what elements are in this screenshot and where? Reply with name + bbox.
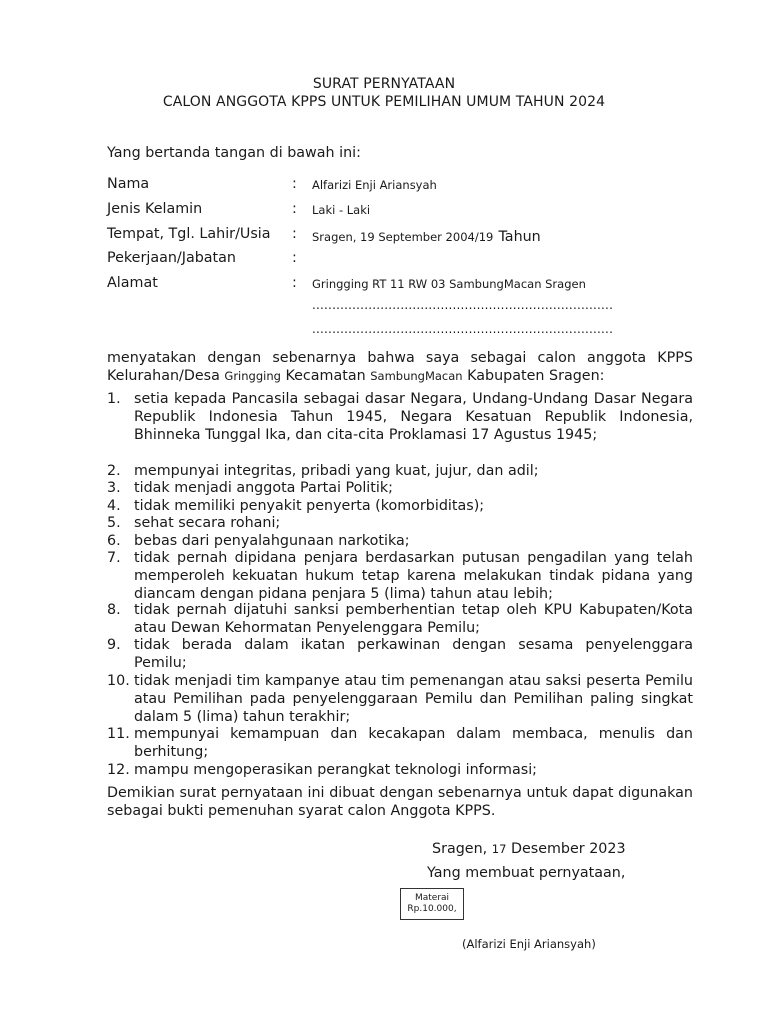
field-label-jenis-kelamin: Jenis Kelamin: [107, 201, 203, 217]
list-text: mempunyai integritas, pribadi yang kuat, jujur, dan adil;: [134, 463, 539, 479]
list-text: tidak menjadi tim kampanye atau tim pemenangan atau saksi peserta Pemilu atau Pemilihan pada penyelenggaraan Pemilu dan Pemilihan paling singkat dalam 5 (lima) tahun terakhir;: [134, 673, 693, 725]
list-text: tidak pernah dijatuhi sanksi pemberhentian tetap oleh KPU Kabupaten/Kota atau Dewan Kehormatan Penyelenggara Pemilu;: [134, 602, 693, 636]
materai-value: Rp.10.000,: [407, 904, 457, 914]
list-number: 10.: [107, 673, 130, 689]
field-colon: :: [292, 226, 297, 242]
list-number: 2.: [107, 463, 121, 479]
field-label-pekerjaan: Pekerjaan/Jabatan: [107, 250, 236, 266]
list-text: tidak menjadi anggota Partai Politik;: [134, 480, 393, 496]
dotted-line: ...........................................................................: [312, 322, 614, 336]
signature-date-rest: Desember 2023: [510, 841, 626, 857]
list-number: 9.: [107, 637, 121, 653]
list-number: 6.: [107, 533, 121, 549]
kecamatan-value: SambungMacan: [370, 369, 463, 383]
intro-text: Yang bertanda tangan di bawah ini:: [107, 145, 361, 161]
field-value-nama: Alfarizi Enji Ariansyah: [312, 178, 437, 192]
field-value-ttl-wrap: [312, 226, 541, 245]
document-title: SURAT PERNYATAAN: [312, 76, 456, 92]
list-number: 3.: [107, 480, 121, 496]
kecamatan-label: Kecamatan: [285, 368, 366, 384]
list-text: setia kepada Pancasila sebagai dasar Negara, Undang-Undang Dasar Negara Republik Indonesia Tahun 1945, Negara Kesatuan Republik Indonesia, Bhinneka Tunggal Ika, dan cita-cita Proklamasi 17 Agustus 1945;: [134, 391, 693, 443]
list-item: [107, 532, 693, 550]
kabupaten-text: Kabupaten Sragen:: [467, 368, 605, 384]
field-colon: :: [292, 201, 297, 217]
list-item: [107, 725, 693, 761]
materai-stamp-box: [400, 888, 464, 920]
statement-line2: [107, 367, 604, 385]
list-number: 12.: [107, 762, 130, 778]
list-number: 8.: [107, 602, 121, 618]
list-item: [107, 497, 693, 515]
signature-date: [432, 840, 626, 858]
list-number: 7.: [107, 550, 121, 566]
kelurahan-value: Gringging: [224, 369, 281, 383]
field-label-ttl: Tempat, Tgl. Lahir/Usia: [107, 226, 271, 242]
field-colon: :: [292, 275, 297, 291]
list-item: [107, 636, 693, 672]
document-subtitle: CALON ANGGOTA KPPS UNTUK PEMILIHAN UMUM TAHUN 2024: [162, 94, 606, 110]
list-number: 4.: [107, 498, 121, 514]
list-number: 5.: [107, 515, 121, 531]
signature-place: Sragen,: [432, 841, 488, 857]
list-text: tidak pernah dipidana penjara berdasarkan putusan pengadilan yang telah memperoleh kekuatan hukum tetap karena melakukan tindak pidana yang diancam dengan pidana penjara 5 (lima) tahun atau lebih;: [134, 550, 693, 602]
kelurahan-label: Kelurahan/Desa: [107, 368, 220, 384]
list-text: tidak memiliki penyakit penyerta (komorbiditas);: [134, 498, 485, 514]
closing-paragraph: Demikian surat pernyataan ini dibuat dengan sebenarnya untuk dapat digunakan sebagai bukti pemenuhan syarat calon Anggota KPPS.: [107, 785, 693, 819]
list-text: mempunyai kemampuan dan kecakapan dalam membaca, menulis dan berhitung;: [134, 726, 693, 760]
signature-made-by: Yang membuat pernyataan,: [427, 865, 626, 881]
list-text: sehat secara rohani;: [134, 515, 281, 531]
field-value-jenis-kelamin: Laki - Laki: [312, 203, 371, 217]
list-item: [107, 514, 693, 532]
list-item: [107, 601, 693, 637]
list-text: mampu mengoperasikan perangkat teknologi informasi;: [134, 762, 537, 778]
field-value-alamat: Gringging RT 11 RW 03 SambungMacan Sragen: [312, 277, 586, 291]
field-value-ttl-unit: Tahun: [498, 229, 541, 245]
list-item: [107, 549, 693, 603]
signatory-name: (Alfarizi Enji Ariansyah): [462, 937, 596, 951]
list-item: [107, 761, 693, 779]
list-text: tidak berada dalam ikatan perkawinan dengan sesama penyelenggara Pemilu;: [134, 637, 693, 671]
field-colon: :: [292, 250, 297, 266]
field-label-nama: Nama: [107, 176, 150, 192]
list-item: [107, 462, 693, 480]
list-item: [107, 672, 693, 726]
field-label-alamat: Alamat: [107, 275, 158, 291]
signature-date-day: 17: [491, 842, 507, 856]
list-text: bebas dari penyalahgunaan narkotika;: [134, 533, 410, 549]
field-value-ttl: Sragen, 19 September 2004/19: [312, 230, 494, 244]
list-item: [107, 390, 693, 444]
dotted-line: ...........................................................................: [312, 298, 614, 312]
materai-label: Materai: [414, 893, 450, 903]
list-item: [107, 479, 693, 497]
field-colon: :: [292, 176, 297, 192]
list-number: 1.: [107, 391, 121, 407]
list-number: 11.: [107, 726, 130, 742]
statement-line1: menyatakan dengan sebenarnya bahwa saya sebagai calon anggota KPPS: [107, 350, 693, 366]
